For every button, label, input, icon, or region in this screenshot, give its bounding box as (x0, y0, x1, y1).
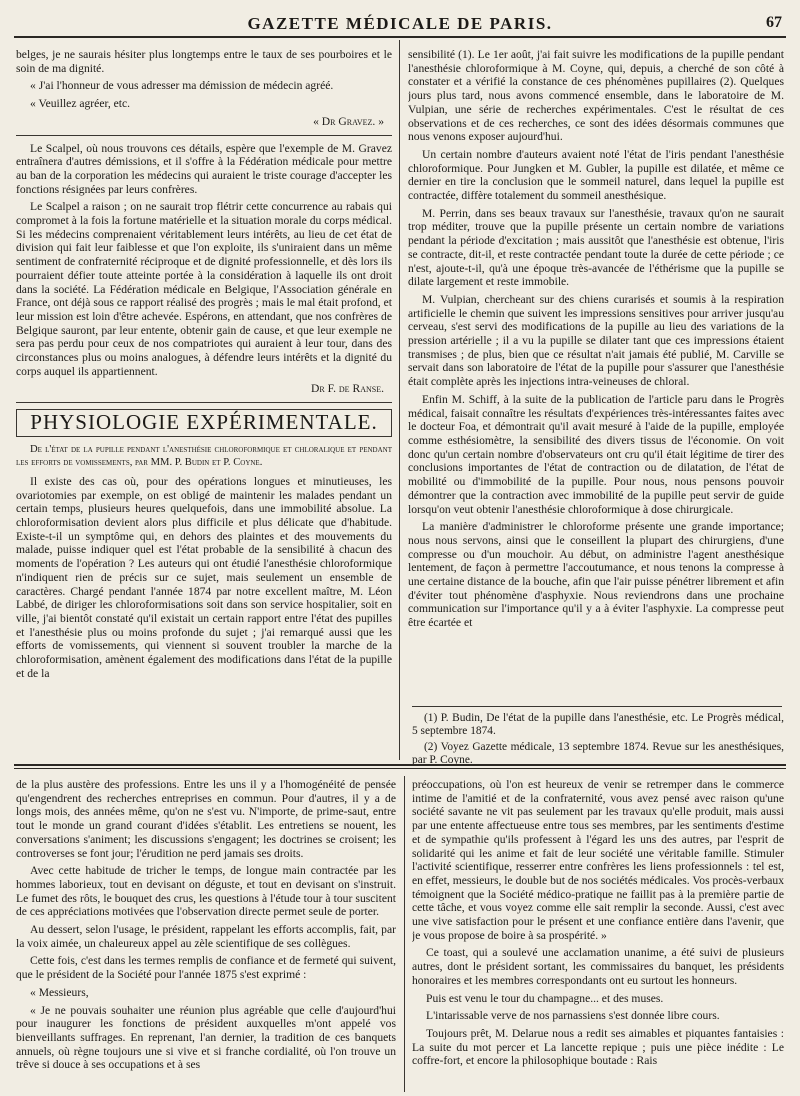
paragraph: M. Vulpian, chercheant sur des chiens curarisés et soumis à la respiration artificielle le chemin que suivent les impressions sensitives pour arriver jusqu'au cerveau, s'est servi des modifications de la pupille au lieu des variations de la pression artérielle ; il a vu la pupille se dilater tant que ces impressions étaient transmises ; de plus, bien que ce résultat n'ait jamais été publié, M. Carville se servait dans son laboratoire de l'état de la pupille pour s'assurer que l'anesthésie était complète après les injections intra-veineuses de chloral. (408, 292, 784, 389)
page-header (14, 14, 786, 38)
paragraph: M. Perrin, dans ses beaux travaux sur l'anesthésie, travaux qu'on ne saurait trop méditer, trouve que la pupille présente un certain nombre de variations pendant la période d'excitation ; mais aussitôt que l'anesthésie est obtenue, l'iris se contracte, dit-il, et reste contractée pendant toute la durée de cette période ; ce n'est, ajoute-t-il, qu'à une époque très-avancée de l'éthérisme que la pupille se dilate largement et reste immobile. (408, 206, 784, 289)
paragraph: « Messieurs, (30, 985, 89, 999)
paragraph: sensibilité (1). Le 1er août, j'ai fait suivre les modifications de la pupille pendant l'anesthésie chloroformique à M. Coyne, qui, depuis, a cherché de son côté à constater et a vérifié la constance de ces phénomènes pupillaires (2). Quelques jours plus tard, nous avons commencé ensemble, dans le laboratoire de M. Vulpian, une série de recherches expérimentales. C'est le résultat de ces observations et de ces recherches, ce sont des idées désormais communes que nous venons exposer aujourd'hui. (408, 48, 784, 144)
paragraph: La manière d'administrer le chloroforme présente une grande importance; nous nous servons, ainsi que le conseillent la plupart des chirurgiens, d'une compresse ou d'un mouchoir. Au début, on administre l'agent anesthésique lentement, de façon à permettre l'accoutumance, et nous tenons la compresse à une certaine distance de la bouche, afin que l'air puisse pénétrer librement et afin d'éviter tout phénomène d'asphyxie. Nous reviendrons dans une prochaine communication sur l'importance qu'il y a à éviter l'asphyxie. La compresse peut être écartée et (408, 520, 784, 630)
feuilleton-left-column (16, 778, 396, 1092)
separator (16, 135, 392, 136)
paragraph: Avec cette habitude de tricher le temps, de longue main contractée par les hommes laborieux, tout en devisant on déguste, et tout en devisant on s'instruit. Le fumet des rôts, le bouquet des crus, les questions à l'étude tour à tour suscitent de ces appréciations motivées que l'observation directe permet seule de porter. (16, 864, 396, 919)
footnote: (2) Voyez Gazette médicale, 13 septembre 1874. Revue sur les anesthésiques, par P. Coyne. (412, 740, 784, 767)
signature: « Dr Gravez. » (313, 114, 384, 128)
paragraph: Au dessert, selon l'usage, le président, rappelant les efforts accomplis, fait, par la voix aimée, un chaleureux appel au zèle scientifique de ses collègues. (16, 923, 396, 950)
paragraph: Ce toast, qui a soulevé une acclamation unanime, a été suivi de plusieurs autres, dont le président sortant, les commissaires du banquet, les présidents honoraires et les membres correspondants ont eu surtout les honneurs. (412, 946, 784, 987)
section-heading: PHYSIOLOGIE EXPÉRIMENTALE. (16, 409, 392, 437)
footnotes (412, 706, 784, 770)
paragraph: Cette fois, c'est dans les termes remplis de confiance et de fermeté qui suivent, que le président de la Société pour l'année 1875 s'est exprimé : (16, 954, 396, 982)
paragraph: Puis est venu le tour du champagne... et des muses. (426, 991, 664, 1005)
paragraph: Le Scalpel a raison ; on ne saurait trop flétrir cette concurrence au rabais qui compromet à la fois la fortune matérielle et la situation morale du corps médical. Si les médecins comprenaient véritablement leurs intérêts, au lieu de cet état de division qui fait leur faiblesse et que l'on exploite, ils s'uniraient dans un même sentiment de confraternité réciproque et de dignité professionnelle, et dès lors ils pourraient défier toute atteinte portée à la considération à laquelle ils ont droit dans la société. La Fédération médicale en Belgique, l'Association générale en France, ont déjà sous ce rapport réalisé des progrès ; mais le mal était profond, et leur mission est loin d'être achevée. Espérons, en attendant, que nos confrères de Belgique sauront, par leur entente, obtenir gain de cause, et que leur exemple ne sera pas perdu pour ceux de nos compatriotes qui auraient à leur tour, dans des circonstances plus ou moins analogues, à défendre leurs intérêts et la dignité du corps auquel ils appartiennent. (16, 200, 392, 378)
paragraph: Il existe des cas où, pour des opérations longues et minutieuses, les ovariotomies par exemple, on est obligé de maintenir les malades pendant un certain temps, plusieurs heures quelquefois, dans une immobilité absolue. La chloroformisation devient alors plus difficile et plus délicate que d'habitude. Existe-t-il un symptôme qui, en dehors des plaintes et des mouvements du malade, puisse indiquer quel est l'état probable de la sensibilité à chacun des moments de l'opération ? Les auteurs qui ont étudié l'anesthésie chloroformique n'indiquent rien de précis sur ce sujet, mais seulement un ensemble de caractères. Chargé pendant l'année 1874 par notre excellent maître, M. Léon Labbé, de diriger les chloroformisations soit dans son service hospitalier, soit en ville, j'ai bientôt constaté qu'il existait un certain rapport entre l'état des pupilles et l'anesthésie plus ou moins profonde du sujet ; j'ai remarqué aussi que les efforts de vomissements, qui viennent si souvent troubler la marche de la chloroformisation, amènent également des modifications dans l'état de la pupille et de la (16, 474, 392, 680)
paragraph: Un certain nombre d'auteurs avaient noté l'état de l'iris pendant l'anesthésie chloroformique. Pour Jungken et M. Gubler, la pupille est dilatée, et même ce dernier en tire la conclusion que le sommeil naturel, dans lequel la pupille est contractée, diffère totalement du sommeil anesthésique. (408, 147, 784, 203)
feuilleton-rule-thin (14, 768, 786, 769)
paragraph: Le Scalpel, où nous trouvons ces détails, espère que l'exemple de M. Gravez entraînera d'autres démissions, et il s'offre à la Fédération médicale pour mettre au ban de la corporation les médecins qui auraient le triste courage d'accepter les fonctions résignées par leurs confrères. (16, 141, 392, 196)
journal-title: GAZETTE MÉDICALE DE PARIS. (247, 14, 553, 33)
feuilleton-right-column (412, 778, 784, 1092)
footnote-rule (412, 706, 782, 707)
separator (16, 402, 392, 403)
column-divider-bottom (404, 776, 405, 1092)
paragraph: L'intarissable verve de nos parnassiens s'est donnée libre cours. (426, 1009, 720, 1023)
paragraph: préoccupations, où l'on est heureux de venir se retremper dans le commerce intime de l'amitié et de la confraternité, vous avez pensé avec raison qu'une société savante ne vit pas seulement par les travaux qu'elle produit, mais aussi par une entente affectueuse entre tous ses membres, par les sentiments d'estime et de sympathie qu'ils professent à l'égard les uns des autres, par l'esprit de solidarité qui les anime et fait de leur société une véritable famille. Stimuler l'activité scientifique, resserrer entre confrères les liens professionnels : tel est, en effet, messieurs, le double but de nos sociétés médicales. Vos procès-verbaux témoignent que la Société médico-pratique ne faillit pas à la première partie de cette tâche, et vous voyez comme elle sait remplir la seconde. Aussi, c'est avec une vive satisfaction pour le présent et une confiance entière dans l'avenir, que je vous propose de boire à sa prospérité. » (412, 778, 784, 942)
paragraph: « J'ai l'honneur de vous adresser ma démission de médecin agréé. (30, 79, 334, 93)
paragraph: de la plus austère des professions. Entre les uns il y a l'homogénéité de pensée qu'engendrent des recherches entreprises en commun. Pour d'autres, il y a de longs mois, des années même, qu'on ne s'est vu. N'importe, de prime-saut, entre tout le monde un grand courant d'idées s'établit. Les entretiens se nouent, les conversations s'animent; les discussions s'engagent; les doctrines se croisent; les controverses se font jour; l'érudition ne perd jamais ses droits. (16, 778, 396, 860)
paragraph: Enfin M. Schiff, à la suite de la publication de l'article paru dans le Progrès médical, faisait connaître les résultats d'expériences très-intéressantes faites avec le docteur Foa, et démontrait qu'il avait mesuré à l'aide de la pupille, employée comme esthésiomètre, la sensibilité des divers tissus de l'économie. On voit donc qu'un certain nombre d'observateurs ont cru qu'il était légitime de tirer des conclusions importantes de l'état de contraction ou de dilatation, de l'état de mobilité ou d'immobilité de la pupille. Pour nous, nous pensons pouvoir démontrer que la contraction avec immobilité de la pupille peut servir de guide lorsqu'on veut obtenir l'anesthésie chloroformique à dose chirurgicale. (408, 392, 784, 516)
feuilleton-rule (14, 764, 786, 766)
paragraph: « Veuillez agréer, etc. (30, 97, 131, 111)
right-column-top (408, 48, 784, 700)
paragraph: belges, je ne saurais hésiter plus longtemps entre le taux de ses pourboires et le soin de ma dignité. (16, 48, 392, 75)
column-divider (399, 40, 400, 760)
paragraph: « Je ne pouvais souhaiter une réunion plus agréable que celle d'aujourd'hui pour inaugurer les fonctions de président auxquelles m'ont appelé vos bienveillants suffrages. En reprenant, l'an dernier, la tradition de ces banquets annuels, où règne toujours une si vive et si franche cordialité, où l'on trouve un trêve si douce à ses occupations et à ses (16, 1003, 396, 1072)
paragraph: Toujours prêt, M. Delarue nous a redit ses aimables et piquantes fantaisies : La suite du mot percer et La lancette repique ; puis une pièce inédite : Le coffre-fort, et encore la philosophique boutade : Rais (412, 1026, 784, 1068)
left-column-top (16, 48, 392, 760)
signature: Dr F. de Ranse. (310, 382, 384, 396)
article-subheading: De l'état de la pupille pendant l'anesthésie chloroformique et chloralique et pendant les efforts de vomissements, par MM. P. Budin et P. Coyne. (16, 443, 392, 468)
page-number: 67 (766, 14, 782, 31)
footnote: (1) P. Budin, De l'état de la pupille dans l'anesthésie, etc. Le Progrès médical, 5 septembre 1874. (412, 712, 784, 738)
